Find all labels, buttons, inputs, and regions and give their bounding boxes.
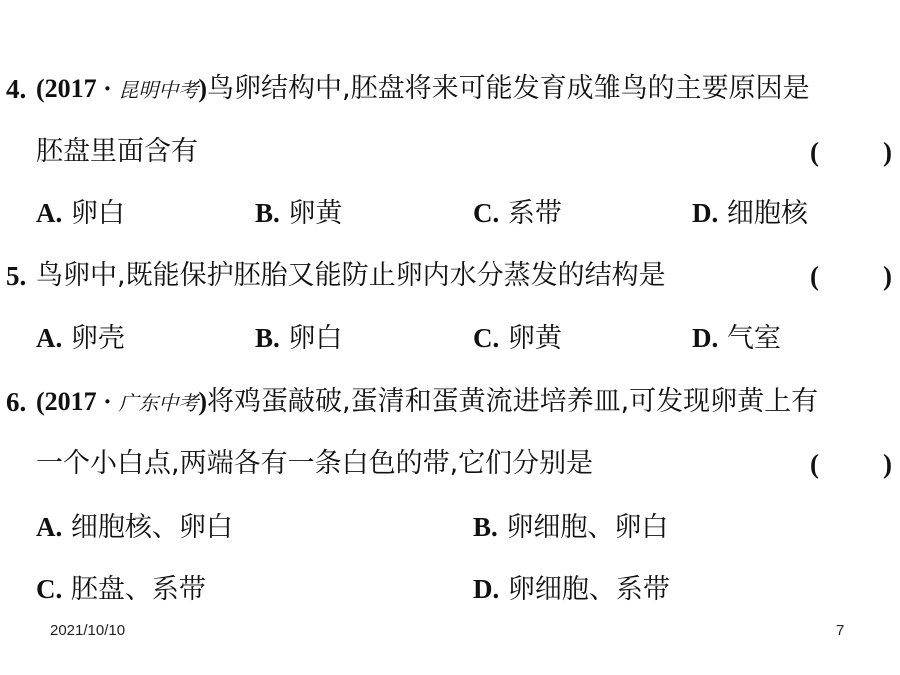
option-c: C. 系带 xyxy=(473,198,562,229)
option-d: D. 细胞核 xyxy=(692,198,808,229)
option-d: D. 卵细胞、系带 xyxy=(473,574,670,605)
question-number: 4. xyxy=(6,74,27,104)
question-source: (2017 · 昆明中考) xyxy=(36,74,208,103)
question-stem: 鸟卵中,既能保护胚胎又能防止卵内水分蒸发的结构是 xyxy=(36,260,666,291)
option-c: C. 胚盘、系带 xyxy=(36,574,206,605)
option-b: B. 卵细胞、卵白 xyxy=(473,512,669,543)
question-stem-continued: 胚盘里面含有 xyxy=(36,136,198,167)
option-b: B. 卵白 xyxy=(255,323,343,354)
question-6-line-1 xyxy=(0,377,900,427)
option-b: B. 卵黄 xyxy=(255,198,343,229)
question-stem: (2017 · 广东中考)将鸡蛋敲破,蛋清和蛋黄流进培养皿,可发现卵黄上有 xyxy=(36,386,819,417)
question-4-line-1 xyxy=(0,64,900,114)
question-4-options xyxy=(0,188,900,238)
question-number: 6. xyxy=(6,387,27,417)
question-5-line-1: 5. 鸟卵中,既能保护胚胎又能防止卵内水分蒸发的结构是 ( ) xyxy=(0,251,900,301)
question-stem-continued: 一个小白点,两端各有一条白色的带,它们分别是 xyxy=(36,448,594,479)
question-6-line-2: 一个小白点,两端各有一条白色的带,它们分别是 ( ) xyxy=(0,439,900,489)
question-4-line-2: 胚盘里面含有 ( ) xyxy=(0,127,900,177)
option-c: C. 卵黄 xyxy=(473,323,562,354)
option-a: A. 细胞核、卵白 xyxy=(36,512,233,543)
option-a: A. 卵白 xyxy=(36,198,125,229)
question-6-options-row-1 xyxy=(0,502,900,552)
question-number: 5. xyxy=(6,261,27,291)
option-d: D. 气室 xyxy=(692,323,781,354)
question-stem: (2017 · 昆明中考)鸟卵结构中,胚盘将来可能发育成雏鸟的主要原因是 xyxy=(36,73,810,104)
option-a: A. 卵壳 xyxy=(36,323,125,354)
footer-date: 2021/10/10 xyxy=(50,622,126,639)
question-source: (2017 · 广东中考) xyxy=(36,387,208,416)
question-6-options-row-2 xyxy=(0,564,900,614)
page-number: 7 xyxy=(836,622,845,639)
question-5-options xyxy=(0,313,900,363)
